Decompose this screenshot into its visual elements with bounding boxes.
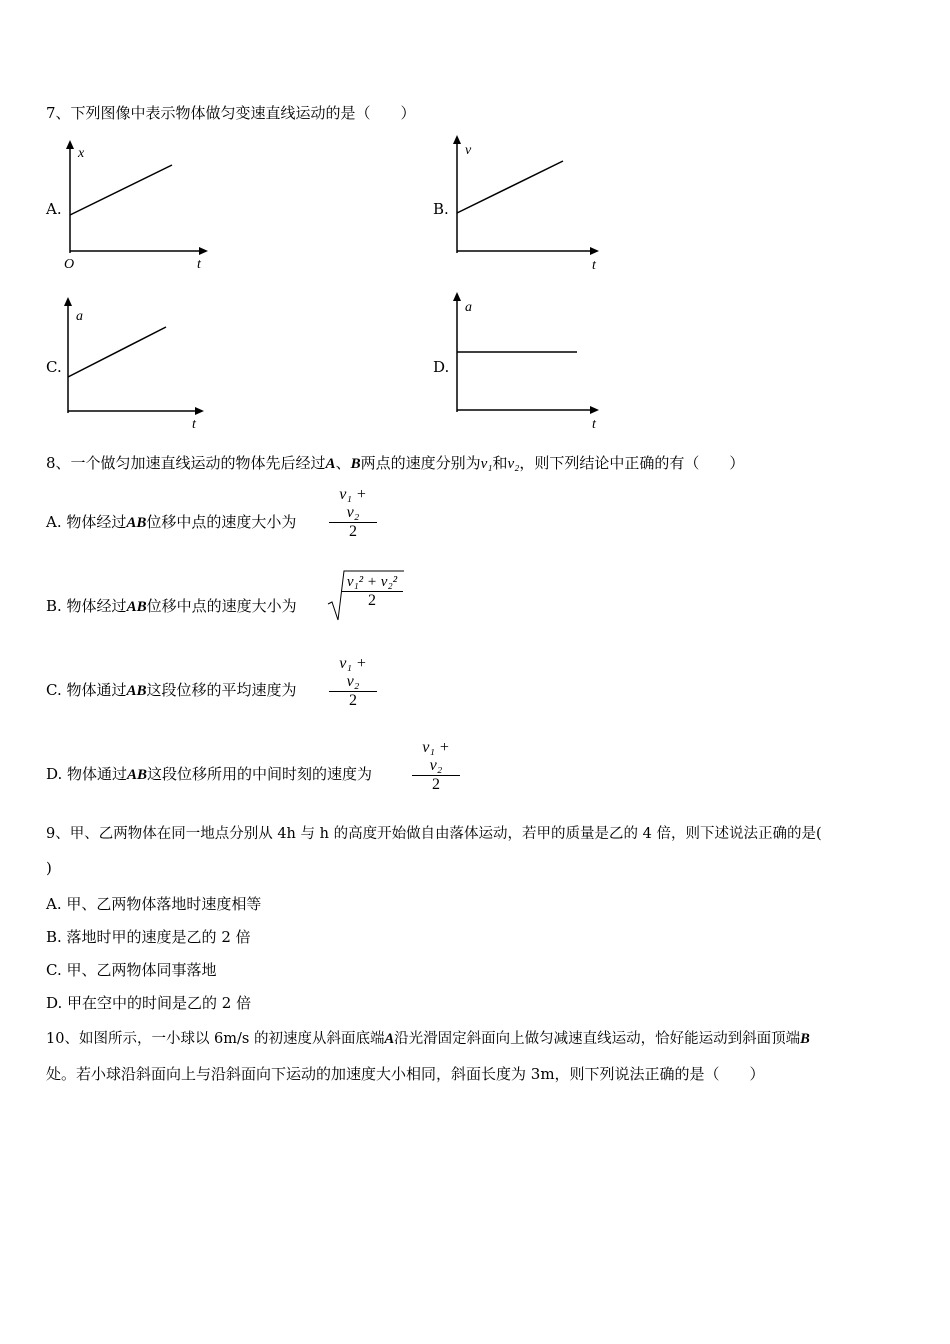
- graph-line: [457, 161, 563, 213]
- y-axis-arrow: [64, 297, 72, 306]
- graph-line: [68, 327, 166, 377]
- graph-line: [70, 165, 172, 215]
- point-b: B: [350, 456, 361, 472]
- q8-a-fraction: v₁ + v₂ 2: [329, 486, 377, 541]
- q7-option-d-label: D.: [433, 358, 450, 376]
- q8-option-b: B. 物体经过AB位移中点的速度大小为: [46, 597, 297, 615]
- x-axis-arrow: [195, 407, 204, 415]
- q10-stem-line2: 处。若小球沿斜面向上与沿斜面向下运动的加速度大小相同，斜面长度为 3m，则下列说法正确的是（ ）: [46, 1065, 765, 1083]
- q8-c-fraction: v₁ + v₂ 2: [329, 655, 377, 710]
- x-axis-label: t: [592, 258, 596, 273]
- q7-option-b-label: B.: [433, 200, 449, 218]
- q9-option-b: B. 落地时甲的速度是乙的 2 倍: [46, 928, 251, 946]
- origin-label: O: [64, 257, 75, 272]
- q9-stem-line2: ): [46, 859, 52, 877]
- q8-b-fraction: v₁² + v₂² 2: [341, 574, 403, 610]
- q7-option-a-label: A.: [46, 200, 62, 218]
- q7-stem: 7、下列图像中表示物体做匀变速直线运动的是（ ）: [46, 104, 416, 122]
- q8-option-a: A. 物体经过AB位移中点的速度大小为: [46, 513, 297, 531]
- x-axis-arrow: [199, 247, 208, 255]
- q9-option-d: D. 甲在空中的时间是乙的 2 倍: [46, 994, 252, 1012]
- point-b: B: [800, 1031, 810, 1047]
- y-axis-label: v: [465, 143, 472, 158]
- q7-graph-d: [447, 290, 607, 434]
- x-axis-label: t: [192, 417, 196, 432]
- y-axis-label: a: [465, 300, 472, 315]
- q8-stem: 8、一个做匀加速直线运动的物体先后经过A、B两点的速度分别为v₁和v₂，则下列结论中正确的有（ ）: [46, 454, 745, 472]
- y-axis-label: x: [78, 146, 85, 161]
- q7-graph-b: [447, 133, 607, 277]
- x-axis-arrow: [590, 247, 599, 255]
- y-axis-arrow: [453, 135, 461, 144]
- x-axis-label: t: [197, 257, 201, 272]
- x-axis-label: t: [592, 417, 596, 432]
- q8-d-fraction: v₁ + v₂ 2: [412, 739, 460, 794]
- q7-graph-a: [60, 138, 220, 282]
- x-axis-arrow: [590, 406, 599, 414]
- q8-option-d: D. 物体通过AB这段位移所用的中间时刻的速度为: [46, 765, 373, 783]
- q9-option-a: A. 甲、乙两物体落地时速度相等: [46, 895, 262, 913]
- point-a: A: [325, 456, 336, 472]
- y-axis-arrow: [453, 292, 461, 301]
- q8-option-c: C. 物体通过AB这段位移的平均速度为: [46, 681, 297, 699]
- point-a: A: [384, 1031, 395, 1047]
- y-axis-label: a: [76, 309, 83, 324]
- q7-option-c-label: C.: [46, 358, 62, 376]
- y-axis-arrow: [66, 140, 74, 149]
- q10-stem-line1: 10、如图所示，一小球以 6m/s 的初速度从斜面底端A沿光滑固定斜面向上做匀减速直线运动，恰好能运动到斜面顶端B: [46, 1031, 810, 1047]
- q8-b-sqrt: [326, 568, 406, 624]
- q9-option-c: C. 甲、乙两物体同事落地: [46, 961, 217, 979]
- q9-stem-line1: 9、甲、乙两物体在同一地点分别从 4h 与 h 的高度开始做自由落体运动，若甲的质量是乙的 4 倍，则下述说法正确的是(: [46, 826, 822, 842]
- q7-graph-c: [58, 295, 218, 439]
